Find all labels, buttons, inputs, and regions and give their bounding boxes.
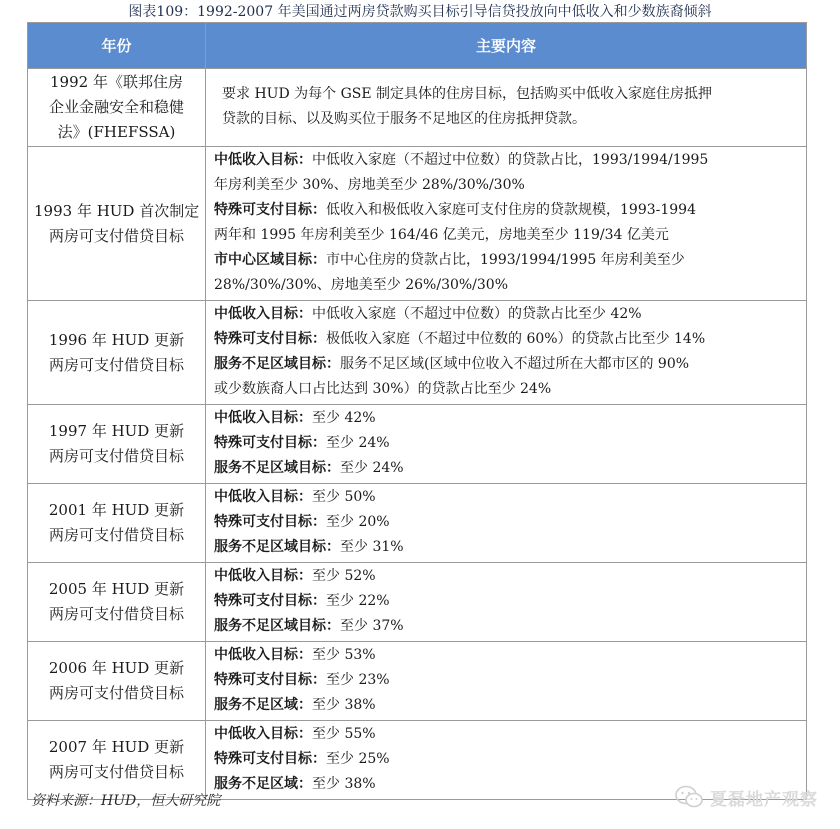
content-line (214, 273, 800, 298)
header-row (28, 23, 807, 69)
content-line (214, 431, 800, 456)
content-line (214, 173, 800, 198)
content-line (214, 614, 800, 639)
goal-label: 中低收入目标： (214, 489, 312, 505)
goal-label: 服务不足区域目标： (214, 356, 340, 372)
goal-text: 至少 38% (312, 776, 376, 792)
year-line: 1996 年 HUD 更新 (48, 330, 185, 349)
content-line (214, 643, 800, 668)
goal-text: 至少 55% (312, 726, 376, 742)
year-line: 企业金融安全和稳健 (48, 98, 184, 116)
goal-text: 至少 23% (326, 672, 390, 688)
goal-label: 服务不足区域： (214, 776, 312, 792)
year-line: 法》(FHEFSSA) (57, 123, 176, 141)
year-cell (28, 69, 206, 147)
goal-text: 至少 37% (340, 618, 404, 634)
table-row (28, 69, 807, 147)
content-cell (206, 563, 807, 642)
goal-text: 至少 38% (312, 697, 376, 713)
content-line (214, 248, 800, 273)
goal-text: 至少 52% (312, 568, 376, 584)
goal-text: 低收入和极低收入家庭可支付住房的贷款规模，1993-1994 (326, 202, 696, 218)
goal-label: 特殊可支付目标： (214, 435, 326, 451)
year-line: 2006 年 HUD 更新 (48, 659, 185, 677)
content-line (214, 535, 800, 560)
goal-text: 至少 24% (340, 460, 404, 476)
content-line (214, 485, 800, 510)
goal-label: 服务不足区域： (214, 697, 312, 713)
goal-text: 至少 25% (326, 751, 390, 767)
source-note: 资料来源：HUD，恒大研究院 (31, 793, 221, 809)
watermark-text: 夏磊地产观察 (710, 789, 818, 810)
year-cell (28, 563, 206, 642)
content-line (214, 693, 800, 718)
goal-text: 年房利美至少 30%、房地美至少 28%/30%/30% (214, 177, 525, 193)
goal-label: 特殊可支付目标： (214, 202, 326, 218)
goal-label: 中低收入目标： (214, 568, 312, 584)
table-row (28, 147, 807, 301)
year-cell (28, 405, 206, 484)
goal-text: 中低收入家庭（不超过中位数）的贷款占比，1993/1994/1995 (312, 152, 709, 168)
content-cell (206, 147, 807, 301)
table-row (28, 484, 807, 563)
year-line: 1992 年《联邦住房 (50, 73, 183, 91)
figure-caption: 图表109：1992-2007 年美国通过两房贷款购买目标引导信贷投放向中低收入和少数族裔倾斜 (128, 4, 712, 20)
header-year: 年份 (28, 23, 206, 69)
goal-text: 市中心住房的贷款占比，1993/1994/1995 年房利美至少 (326, 252, 685, 268)
year-line: 1997 年 HUD 更新 (48, 422, 185, 440)
content-line (214, 747, 800, 772)
goal-label: 特殊可支付目标： (214, 331, 326, 347)
header-content: 主要内容 (206, 23, 807, 69)
content-line (214, 564, 800, 589)
year-line: 2005 年 HUD 更新 (48, 580, 185, 598)
goal-label: 特殊可支付目标： (214, 514, 326, 530)
year-cell (28, 301, 206, 405)
goal-label: 特殊可支付目标： (214, 751, 326, 767)
year-line: 两房可支付借贷目标 (48, 447, 184, 465)
year-line: 两房可支付借贷目标 (48, 355, 184, 374)
year-cell (28, 147, 206, 301)
year-line: 1993 年 HUD 首次制定 (34, 201, 200, 220)
year-line: 2007 年 HUD 更新 (48, 738, 185, 756)
content-line (214, 198, 800, 223)
year-cell (28, 642, 206, 721)
goal-text: 至少 42% (312, 410, 376, 426)
year-line: 两房可支付借贷目标 (48, 763, 184, 781)
wechat-icon (674, 784, 704, 810)
year-line: 两房可支付借贷目标 (48, 526, 184, 544)
goal-text: 至少 31% (340, 539, 404, 555)
goal-text: 至少 22% (326, 593, 390, 609)
goal-text: 两年和 1995 年房利美至少 164/46 亿美元，房地美至少 119/34 亿美元 (214, 227, 669, 243)
goal-label: 中低收入目标： (214, 726, 312, 742)
table-row (28, 301, 807, 405)
content-line (214, 668, 800, 693)
content-line (222, 82, 800, 107)
goal-text: 至少 53% (312, 647, 376, 663)
goal-label: 市中心区域目标： (214, 252, 326, 268)
year-cell (28, 484, 206, 563)
goal-text: 极低收入家庭（不超过中位数的 60%）的贷款占比至少 14% (326, 331, 706, 347)
goal-text: 贷款的目标、以及购买位于服务不足地区的住房抵押贷款。 (222, 111, 586, 127)
goal-label: 服务不足区域目标： (214, 618, 340, 634)
year-cell (28, 721, 206, 800)
goal-text: 要求 HUD 为每个 GSE 制定具体的住房目标，包括购买中低收入家庭住房抵押 (222, 86, 713, 102)
goal-label: 中低收入目标： (214, 152, 312, 168)
goal-label: 特殊可支付目标： (214, 593, 326, 609)
year-line: 两房可支付借贷目标 (48, 226, 184, 245)
year-line: 2001 年 HUD 更新 (48, 501, 185, 519)
content-line (214, 327, 800, 352)
goal-label: 中低收入目标： (214, 410, 312, 426)
content-line (214, 406, 800, 431)
goal-label: 中低收入目标： (214, 306, 312, 322)
content-line (214, 722, 800, 747)
table-row (28, 563, 807, 642)
table-body (28, 69, 807, 800)
content-cell (206, 484, 807, 563)
content-cell (206, 301, 807, 405)
content-cell (206, 642, 807, 721)
content-line (214, 223, 800, 248)
content-cell (206, 405, 807, 484)
content-line (214, 589, 800, 614)
goal-text: 至少 20% (326, 514, 390, 530)
watermark (674, 783, 818, 811)
content-line (214, 377, 800, 402)
content-line (214, 148, 800, 173)
policy-table (27, 22, 807, 800)
content-line (214, 352, 800, 377)
table-row (28, 642, 807, 721)
year-line: 两房可支付借贷目标 (48, 684, 184, 702)
year-line: 两房可支付借贷目标 (48, 605, 184, 623)
goal-label: 特殊可支付目标： (214, 672, 326, 688)
content-line (214, 302, 800, 327)
content-line (214, 510, 800, 535)
content-line (222, 107, 800, 132)
goal-text: 服务不足区域(区域中位收入不超过所在大都市区的 90% (340, 356, 690, 372)
goal-label: 中低收入目标： (214, 647, 312, 663)
goal-label: 服务不足区域目标： (214, 460, 340, 476)
content-cell (206, 69, 807, 147)
goal-text: 至少 24% (326, 435, 390, 451)
goal-label: 服务不足区域目标： (214, 539, 340, 555)
goal-text: 中低收入家庭（不超过中位数）的贷款占比至少 42% (312, 306, 642, 322)
content-line (214, 456, 800, 481)
table-row (28, 405, 807, 484)
goal-text: 至少 50% (312, 489, 376, 505)
goal-text: 28%/30%/30%、房地美至少 26%/30%/30% (214, 277, 509, 293)
goal-text: 或少数族裔人口占比达到 30%）的贷款占比至少 24% (214, 381, 552, 397)
